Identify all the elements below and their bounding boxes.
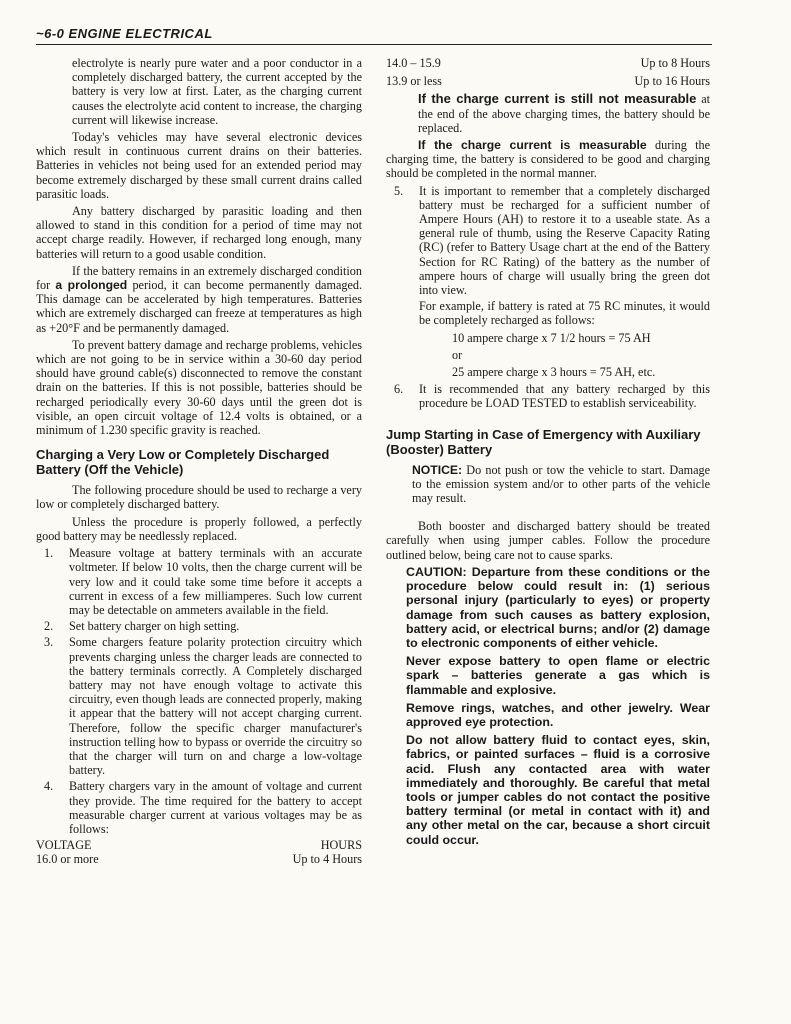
step-number: 1. [44,546,54,561]
left-paragraph-4a: If the battery remains in an extremely discharged condition for [36,263,362,293]
step-number: 6. [394,382,404,397]
notice-paragraph [386,463,710,506]
step-number: 2. [44,619,54,634]
step-number: 4. [44,779,54,794]
right-paragraph-1-rest: at the end of the above charging times, the battery should be replaced. [418,92,711,135]
left-paragraph-7: Unless the procedure is properly followed, a perfectly good battery may be needlessly replaced. [36,514,362,543]
voltage-cell: 13.9 or less [386,74,442,89]
voltage-cell: 16.0 or more [36,852,99,867]
voltage-table-row [36,852,362,866]
step-text: Measure voltage at battery terminals with an accurate voltmeter. If below 10 volts, then the charge current will be very low and it could take some time before it accepts a current in excess of a few milliamperes. Such low current may be detectable on ammeters available in the field. [69,546,362,617]
procedure-step [36,619,362,633]
voltage-column-header: VOLTAGE [36,838,92,853]
voltage-table-row [386,74,710,88]
left-paragraph-3: Any battery discharged by parasitic loading and then allowed to stand in this condition for a period of time may not accept charge readily. However, if recharged long enough, many batteries will return to a good usable condition. [36,204,362,261]
procedure-step [386,184,710,298]
procedure-steps-list-continued [386,184,710,298]
right-paragraph-3: Both booster and discharged battery should be treated carefully when using jumper cables. Follow the procedure outlined below, being care not to cause sparks. [386,519,710,562]
procedure-step [36,546,362,617]
procedure-steps-list-continued-2 [386,382,710,410]
page-header-title: ~6-0 ENGINE ELECTRICAL [36,26,213,41]
right-paragraph-2-rest: during the charging time, the battery is considered to be good and charging should be completed in the normal manner. [386,138,711,181]
section-heading-jump-starting: Jump Starting in Case of Emergency with Auxiliary (Booster) Battery [386,426,701,457]
right-paragraph-1 [386,92,710,135]
hours-cell: Up to 16 Hours [634,74,710,89]
left-paragraph-1: electrolyte is nearly pure water and a poor conductor in a completely discharged battery, the current accepted by the battery is very low at first. Later, as the charging current causes the electrolyte acid content to increase, the charging current will likewise increase. [72,56,362,127]
left-paragraph-2: Today's vehicles may have several electronic devices which result in continuous current drains on their batteries. Batteries in vehicles not being used for an extended period may become extremely discharged by these small current drains called parasitic loads. [36,130,362,201]
voltage-table-header [36,838,362,852]
procedure-step [36,779,362,836]
hours-cell: Up to 8 Hours [640,56,710,70]
caution-block [386,565,710,847]
page-header [36,22,712,45]
caution-paragraph-1: CAUTION: Departure from these conditions or the procedure below could result in: (1) serious personal injury (particularly to eyes) or property damage from such causes as battery explosion, battery acid, or electrical burns; and/or (2) damage to electronic components of either vehicle. [406,564,710,650]
right-paragraph-2 [386,138,710,181]
caution-paragraph-3: Remove rings, watches, and other jewelry. Wear approved eye protection. [406,700,710,729]
procedure-step [386,382,710,410]
equation-2: 25 ampere charge x 3 hours = 75 AH, etc. [452,365,656,380]
left-paragraph-4-emphasis: a prolonged [55,278,128,293]
left-column [36,56,362,867]
hours-cell: Up to 4 Hours [292,852,362,867]
equation-or: or [452,347,463,362]
example-paragraph: For example, if battery is rated at 75 RC minutes, it would be completely recharged as follows: [419,299,710,328]
caution-paragraph-4: Do not allow battery fluid to contact eyes, skin, fabrics, or painted surfaces – fluid is a corrosive acid. Flush any contacted area with water immediately and thoroughly. Be careful that metal tools or jumper cables do not contact the positive battery terminal (or metal in contact with it) and any other metal on the car, because a short circuit could occur. [406,733,710,847]
procedure-step [36,635,362,777]
step-text: It is recommended that any battery recharged by this procedure be LOAD TESTED to establish serviceability. [419,382,710,411]
step-text: Battery chargers vary in the amount of voltage and current they provide. The time required for the battery to accept measurable charger current at various voltages may be as follows: [69,779,362,836]
left-paragraph-5: To prevent battery damage and recharge problems, vehicles which are not going to be in service within a 30-60 day period should have ground cable(s) disconnected to remove the constant drain on the batteries. If this is not possible, batteries should be recharged periodically every 30-60 days until the green dot is visible, an open circuit voltage of 12.4 volts is obtained, or a minimum of 1.230 specific gravity is reached. [36,337,362,438]
left-paragraph-4 [36,264,362,335]
step-number: 3. [44,635,54,650]
procedure-steps-list [36,546,362,836]
hours-column-header: HOURS [320,838,362,853]
step-text: It is important to remember that a completely discharged battery must be recharged for a sufficient number of Ampere Hours (AH) to restore it to a useable state. As a general rule of thumb, using the Reserve Capacity Rating (RC) (refer to Battery Usage chart at the end of the Battery Section for RC Rating) of the battery as the number of ampere hours of charge will usually bring the green dot into view. [419,183,710,298]
step-number: 5. [394,183,404,198]
step-text: Some chargers feature polarity protection circuitry which prevents charging unless the charger leads are connected to the battery terminals correctly. A Completely discharged battery may not have enough voltage to activate this circuitry, even though leads are connected properly, making it appear that the battery will not accept charging current. Therefore, follow the specific charger manufacturer's instruction telling how to bypass or override the circuitry so that the charger will turn on and charge a low-voltage battery. [69,635,362,778]
voltage-table-row [386,56,710,70]
notice-label: NOTICE: [412,462,463,477]
equation-1: 10 ampere charge x 7 1/2 hours = 75 AH [452,330,651,345]
notice-text: Do not push or tow the vehicle to start. Damage to the emission system and/or to other parts of the vehicle may result. [412,462,711,506]
section-heading-charging: Charging a Very Low or Completely Discharged Battery (Off the Vehicle) [36,447,330,478]
voltage-cell: 14.0 – 15.9 [386,56,441,70]
right-column [386,56,710,851]
step-text: Set battery charger on high setting. [69,619,240,634]
right-paragraph-1-emphasis: If the charge current is still not measurable [418,91,697,107]
left-paragraph-6: The following procedure should be used to recharge a very low or completely discharged battery. [36,483,362,512]
caution-paragraph-2: Never expose battery to open flame or electric spark – batteries generate a gas which is flammable and explosive. [406,654,710,697]
right-paragraph-2-emphasis: If the charge current is measurable [418,138,647,153]
left-paragraph-4c: period, it can become permanently damaged. This damage can be accelerated by high temperatures. Batteries which are extremely discharged can freeze at temperatures as high as +20°F and be permanently damaged. [36,278,362,335]
